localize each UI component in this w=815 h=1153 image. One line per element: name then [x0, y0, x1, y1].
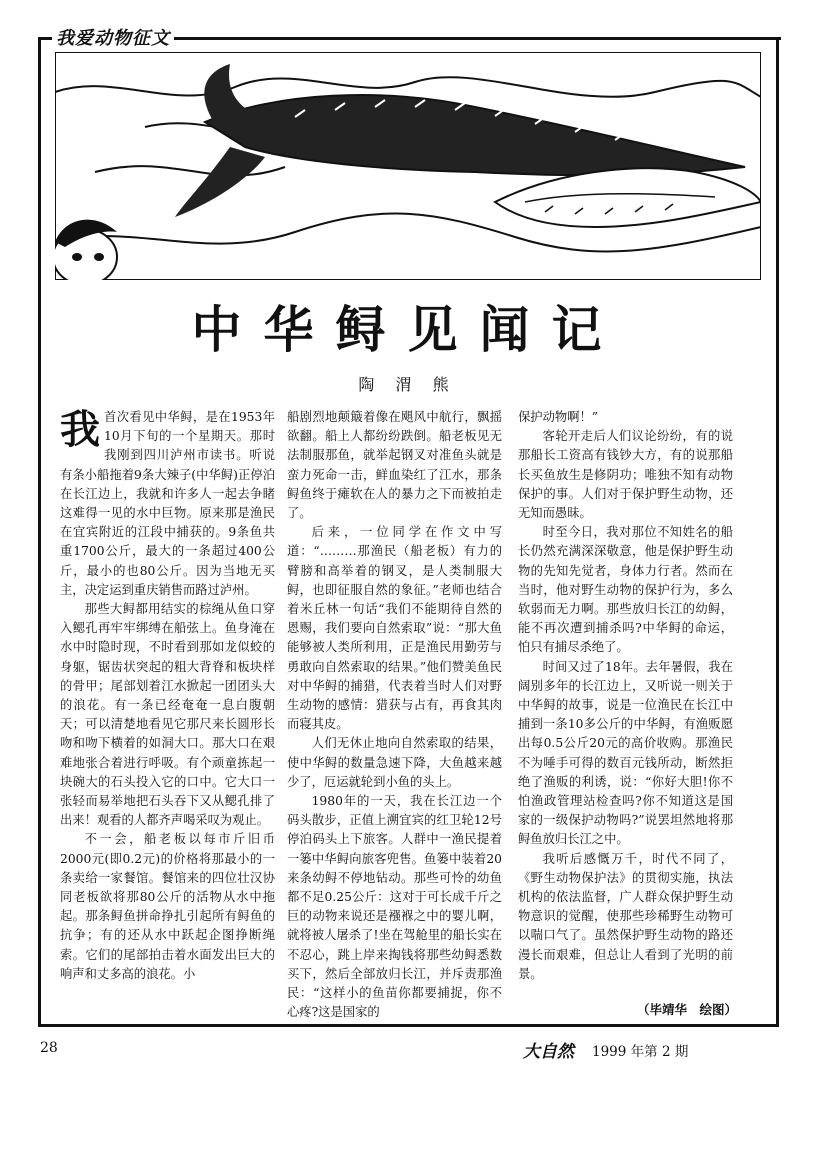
text-column-2 — [287, 408, 502, 1023]
drop-cap: 我 — [60, 406, 100, 453]
paragraph: 人们无休止地向自然索取的结果，使中华鲟的数量急速下降，大鱼越来越少了，厄运就轮到小鱼的头上。 — [287, 736, 502, 789]
paragraph: 时至今日，我对那位不知姓名的船长仍然充满深深敬意，他是保护野生动物的先知先觉者，身体力行者。然而在当时，他对野生动物的保护行为，多么软弱而无力啊。那些放归长江的幼鲟，能不再次遭到捕杀吗?中华鲟的命运，怕只有捕尽杀绝了。 — [518, 525, 733, 655]
paragraph: 后来，一位同学在作文中写道：“………那渔民（船老板）有力的臂膀和高举着的钢叉，是人类制服大鲟，也即征服自然的象征。”老师也结合着米丘林一句话“我们不能期待自然的恩赐，我们要向自然索取”说：“那大鱼能够被人类所利用，正是渔民用勤劳与勇敢向自然索取的结果。”他们赞美鱼民对中华鲟的捕猎，代表着当时人们对野生动物的感情：猎获与占有，再食其肉而寝其皮。 — [287, 525, 502, 732]
column-header: 我爱动物征文 — [52, 24, 174, 50]
paragraph — [60, 408, 275, 600]
text-column-1 — [60, 408, 275, 984]
text-column-3 — [518, 408, 733, 984]
article-title: 中华鲟见闻记 — [191, 301, 624, 359]
paragraph-text: 首次看见中华鲟，是在1953年10月下旬的一个星期天。那时我刚到四川泸州市读书。听说有条小船拖着9条大辣子(中华鲟)正停泊在长江边上，我就和许多人一起去争睹这难得一见的水中巨物。原来那是渔民在宜宾附近的江段中捕获的。9条鱼共重1700公斤，最大的一条超过400公斤，最小的也80公斤。因为当地无买主，决定运到重庆销售而路过泸州。 — [60, 410, 275, 597]
author-name: 陶 渭 熊 — [358, 375, 457, 394]
issue-label: 1999 年第 2 期 — [592, 1044, 689, 1060]
paragraph: 时间又过了18年。去年暑假，我在阔别多年的长江边上，又听说一则关于中华鲟的故事，说是一位渔民在长江中捕到一条10多公斤的中华鲟，有渔贩愿出每0.5公斤20元的高价收购。那渔民不为唾手可得的数百元钱所动，断然拒绝了渔贩的利诱，说：“你好大胆!你不怕渔政管理站检查吗?你不知道这是国家的一级保护动物吗?”说罢坦然地将那鲟鱼放归长江之中。 — [518, 659, 733, 847]
illustration-credit: （毕靖华 绘图） — [637, 1002, 738, 1017]
paragraph: 我听后感慨万千，时代不同了，《野生动物保护法》的贯彻实施，执法机构的依法监督，广人群众保护野生动物意识的觉醒，使那些珍稀野生动物可以喘口气了。虽然保护野生动物的路还漫长而艰难，但总让人看到了光明的前景。 — [518, 851, 733, 981]
magazine-name: 大自然 — [523, 1042, 574, 1062]
chinese-sturgeon-illustration-icon — [55, 52, 761, 280]
paragraph: 船剧烈地颠簸着像在飓风中航行，飘摇欲翻。船上人都纷纷跌倒。船老板见无法制服那鱼，就举起钢叉对准鱼头就是蛮力死命一击，鲜血染红了江水，那条鲟鱼终于瘫软在人的暴力之下而被拍走了。 — [287, 410, 502, 521]
paragraph: 1980年的一天，我在长江边一个码头散步，正值上溯宜宾的红卫轮12号停泊码头上下旅客。人群中一渔民提着一篓中华鲟向旅客兜售。鱼篓中装着20来条幼鲟不停地钻动。那些可怜的幼鱼都不足0.25公斤：这对于可长成千斤之巨的动物来说还是襁褓之中的婴儿啊，就将被人屠杀了!坐在驾舱里的船长实在不忍心，跳上岸来掏钱将那些幼鲟悉数买下，然后全部放归长江，并斥责那渔民：“这样小的鱼苗你都要捕捉，你不心疼?这是国家的 — [287, 794, 502, 1020]
paragraph: 不一会，船老板以每市斤旧币2000元(即0.2元)的价格将那最小的一条卖给一家餐馆。餐馆来的四位壮汉协同老板欲将那80公斤的活物从水中拖起。那条鲟鱼拼命挣扎引起所有鲟鱼的抗争；有的还从水中跃起企图挣断绳索。它们的尾部拍击着水面发出巨大的响声和丈多高的浪花。小 — [60, 832, 275, 981]
page-number: 28 — [40, 1040, 58, 1056]
paragraph: 保护动物啊！” — [518, 410, 599, 424]
paragraph: 那些大鲟都用结实的棕绳从鱼口穿入鳃孔再牢牢绑缚在船弦上。鱼身淹在水中时隐时现，不时看到那如龙似蛟的身躯，锯齿状突起的粗大背脊和板块样的骨甲；尾部划着江水掀起一团团头大的浪花。有一条已经奄奄一息白腹朝天；可以清楚地看见它那尺来长圆形长吻和吻下横着的如洞大口。那大口在艰难地张合着进行呼吸。有个顽童拣起一块碗大的石头投入它的口中。它大口一张轻而易举地把石头吞下又从鳃孔排了出来！观看的人都齐声喝采叹为观止。 — [60, 602, 275, 828]
paragraph: 客轮开走后人们议论纷纷，有的说那船长工资高有钱钞大方，有的说那船长买鱼放生是修阴功；唯独不知有动物保护的事。人们对于保护野生动物，还无知而愚昧。 — [518, 429, 733, 521]
